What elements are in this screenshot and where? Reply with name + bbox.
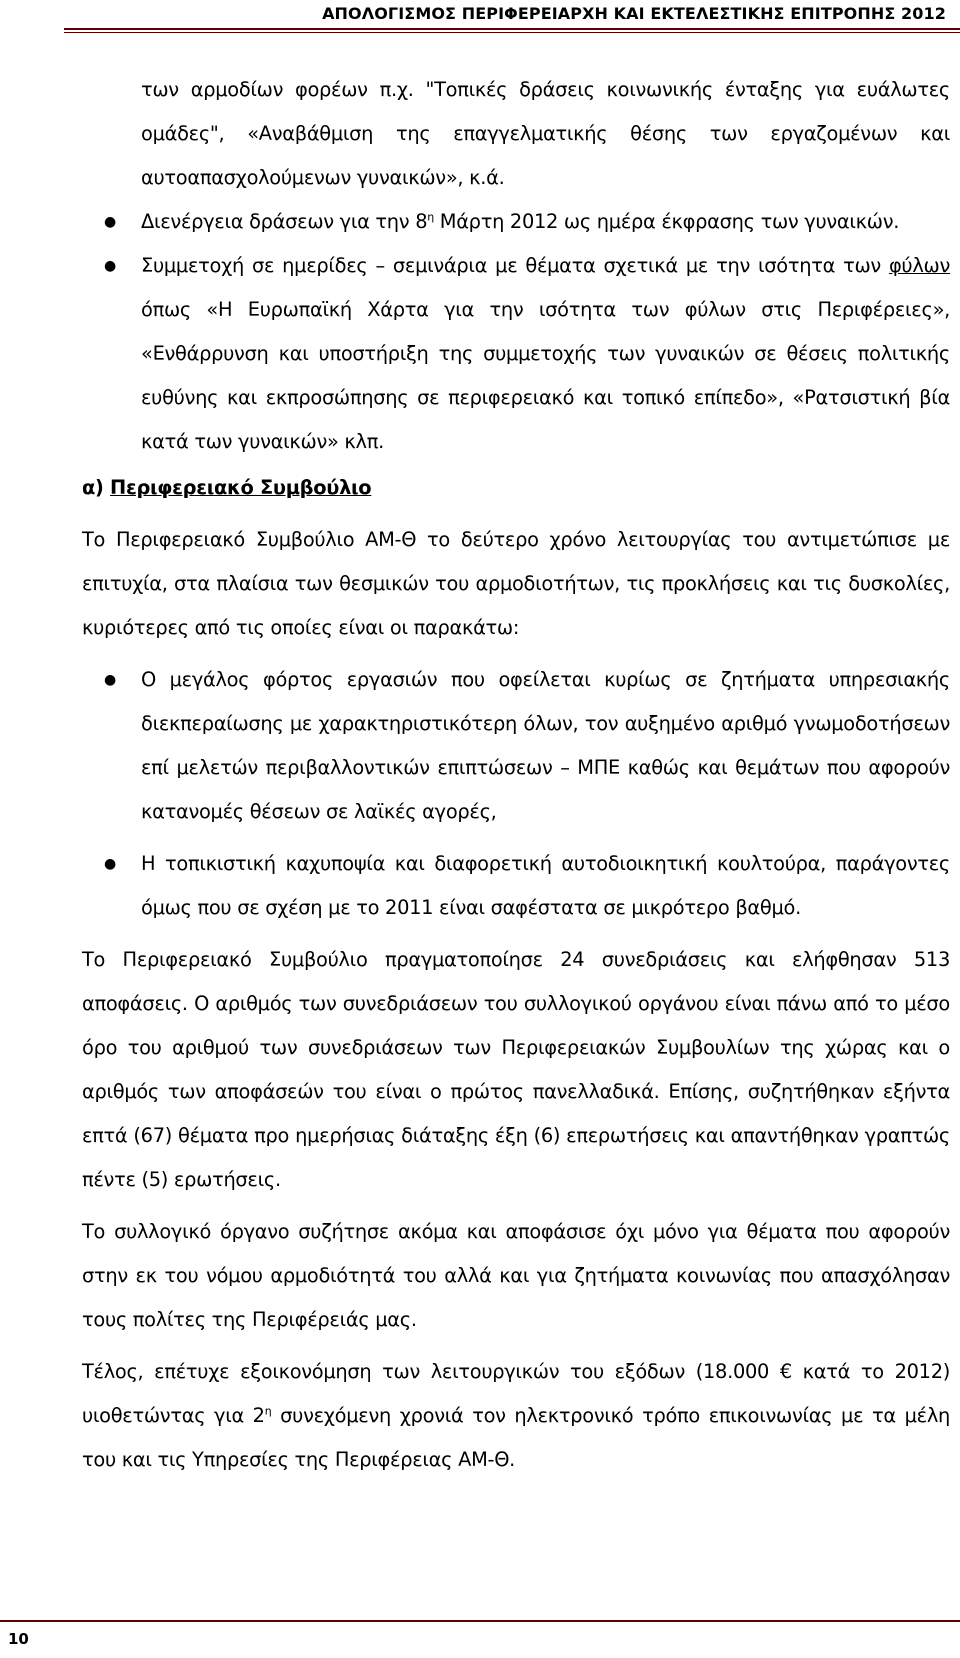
bullet-text: Η τοπικιστική καχυποψία και διαφορετική αυτοδιοικητική κουλτούρα, παράγοντες όμως που σε σχέση με το 2011 είναι σαφέστατα σε μικρότερο βαθμό. [141,852,950,919]
bullet-dot-icon: ● [104,856,116,872]
paragraph-text-post: συνεχόμενη χρονιά τον ηλεκτρονικό τρόπο επικοινωνίας με τα μέλη του και τις Υπηρεσίες της Περιφέρειας ΑΜ-Θ. [82,1404,951,1471]
underlined-word: φύλων [888,254,950,277]
list-item [82,842,950,930]
list-item [82,200,950,244]
section-heading [82,466,950,510]
bullet-text-post: όπως «Η Ευρωπαϊκή Χάρτα για την ισότητα των φύλων στις Περιφέρειες», «Ενθάρρυνση και υποστήριξη της συμμετοχής των γυναικών σε θέσεις πολιτικής ευθύνης και εκπροσώπησης σε περιφερειακό και τοπικό επίπεδο», «Ρατσιστική βία κατά των γυναικών» κλπ. [141,298,950,453]
bullet-text-pre: Συμμετοχή σε ημερίδες – σεμινάρια με θέματα σχετικά με την ισότητα των [141,254,889,277]
superscript: η [427,210,434,224]
bullet-text: Ο μεγάλος φόρτος εργασιών που οφείλεται κυρίως σε ζητήματα υπηρεσιακής διεκπεραίωσης με χαρακτηριστικότερη όλων, τον αυξημένο αριθμό γνωμοδοτήσεων επί μελετών περιβαλλοντικών επιπτώσεων – ΜΠΕ καθώς και θεμάτων που αφορούν κατανομές θέσεων σε λαϊκές αγορές, [141,668,950,823]
superscript: η [264,1404,272,1418]
closing-paragraph [82,1350,950,1482]
paragraph: Το συλλογικό όργανο συζήτησε ακόμα και αποφάσισε όχι μόνο για θέματα που αφορούν στην εκ του νόμου αρμοδιότητά του αλλά και για ζητήματα κοινωνίας που απασχόλησαν τους πολίτες της Περιφέρειάς μας. [82,1220,950,1331]
bullet-text-post: Μάρτη 2012 ως ημέρα έκφρασης των γυναικών. [433,210,900,233]
document-body [82,68,950,1482]
bullet-dot-icon: ● [104,214,116,230]
bullet-dot-icon: ● [104,258,116,274]
section-title: Περιφερειακό Συμβούλιο [110,476,372,499]
header-divider [64,28,960,33]
bullet-text-pre: Διενέργεια δράσεων για την 8 [141,210,428,233]
list-item [82,658,950,834]
intro-paragraph: Το Περιφερειακό Συμβούλιο ΑΜ-Θ το δεύτερο χρόνο λειτουργίας του αντιμετώπισε με επιτυχία, στα πλαίσια των θεσμικών του αρμοδιοτήτων, τις προκλήσεις και τις δυσκολίες, κυριότερες από τις οποίες είναι οι παρακάτω: [82,528,950,639]
list-item [82,244,950,464]
paragraph-text-pre: Τέλος, επέτυχε εξοικονόμηση των λειτουργικών του εξόδων (18.000 € κατά το 2012) υιοθετώντας για 2 [82,1360,950,1427]
page-header [0,0,960,44]
page-number: 10 [8,1630,29,1648]
section-label: α) [82,476,104,499]
header-title: ΑΠΟΛΟΓΙΣΜΟΣ ΠΕΡΙΦΕΡΕΙΑΡΧΗ ΚΑΙ ΕΚΤΕΛΕΣΤΙΚΗΣ ΕΠΙΤΡΟΠΗΣ 2012 [322,4,946,23]
footer-divider [0,1620,960,1622]
paragraph: Το Περιφερειακό Συμβούλιο πραγματοποίησε 24 συνεδριάσεις και ελήφθησαν 513 αποφάσεις. Ο αριθμός των συνεδριάσεων του συλλογικού οργάνου είναι πάνω από το μέσο όρο του αριθμού των συνεδριάσεων των Περιφερειακών Συμβουλίων της χώρας και ο αριθμός των αποφάσεών του είναι ο πρώτος πανελλαδικά. Επίσης, συζητήθηκαν εξήντα επτά (67) θέματα προ ημερήσιας διάταξης έξη (6) επερωτήσεις και απαντήθηκαν γραπτώς πέντε (5) ερωτήσεις. [82,948,950,1191]
continued-bullet-text: των αρμοδίων φορέων π.χ. "Τοπικές δράσεις κοινωνικής ένταξης για ευάλωτες ομάδες", «Αναβάθμιση της επαγγελματικής θέσης των εργαζομένων και αυτοαπασχολούμενων γυναικών», κ.ά. [141,78,950,189]
bullet-dot-icon: ● [104,672,116,688]
